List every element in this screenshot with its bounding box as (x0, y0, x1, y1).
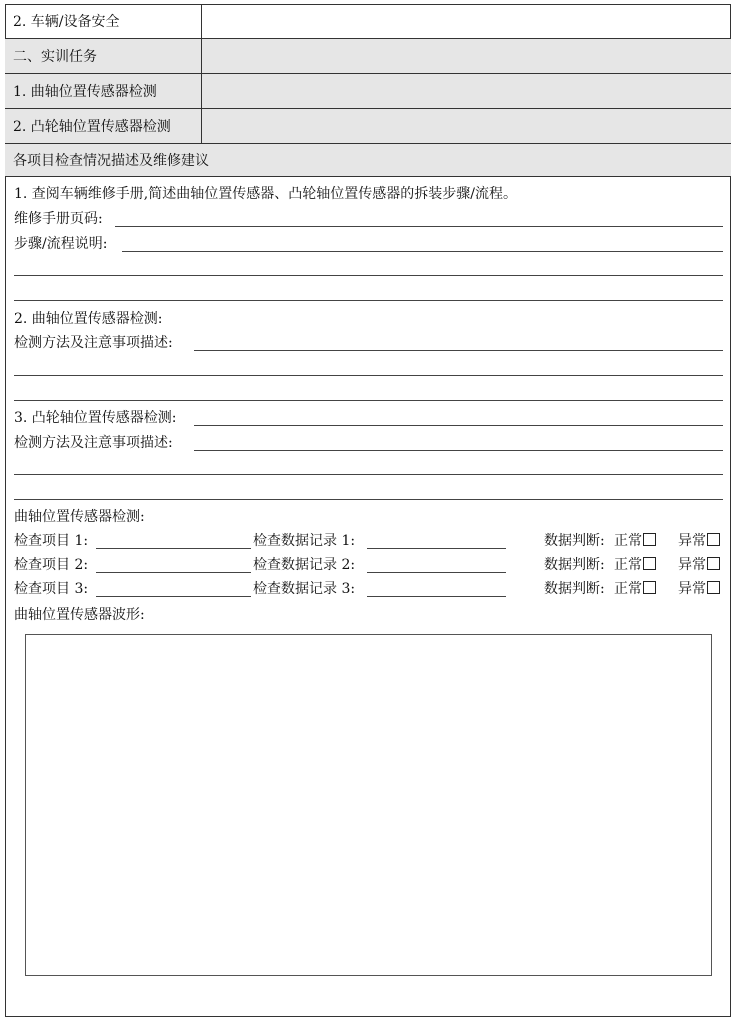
section-header-row (5, 144, 731, 177)
check-item-label: 检查项目 3: (14, 581, 89, 597)
section-header: 各项目检查情况描述及维修建议 (13, 153, 209, 169)
data-judge-label: 数据判断: (544, 533, 605, 549)
row-label: 2. 车辆/设备安全 (5, 4, 202, 38)
answer-line[interactable] (14, 400, 723, 401)
answer-line[interactable] (14, 499, 723, 500)
steps-answer-line[interactable] (122, 251, 723, 252)
check-item-input-line[interactable] (96, 548, 251, 549)
data-record-input-line[interactable] (367, 596, 506, 597)
table-row-cam-sensor-task (5, 109, 731, 144)
data-judge-label: 数据判断: (544, 557, 605, 573)
waveform-drawing-box[interactable] (25, 634, 712, 976)
q3-method-answer-line[interactable] (194, 450, 723, 451)
records-title: 曲轴位置传感器检测: (14, 509, 145, 525)
waveform-label: 曲轴位置传感器波形: (14, 607, 145, 623)
steps-label: 步骤/流程说明: (14, 236, 108, 252)
abnormal-label: 异常 (678, 581, 706, 597)
row-value-cell[interactable] (202, 109, 731, 143)
data-record-label: 检查数据记录 3: (253, 581, 356, 597)
row-value-cell[interactable] (202, 74, 731, 108)
q2-method-label: 检测方法及注意事项描述: (14, 335, 173, 351)
manual-page-label: 维修手册页码: (14, 211, 103, 227)
normal-checkbox[interactable] (643, 557, 656, 570)
answer-line[interactable] (14, 474, 723, 475)
data-record-label: 检查数据记录 2: (253, 557, 356, 573)
table-row-training-tasks (5, 39, 731, 74)
manual-page-answer-line[interactable] (115, 226, 723, 227)
q1-prompt: 1. 查阅车辆维修手册,简述曲轴位置传感器、凸轮轴位置传感器的拆装步骤/流程。 (14, 186, 517, 202)
abnormal-checkbox[interactable] (707, 581, 720, 594)
row-label: 2. 凸轮轴位置传感器检测 (5, 109, 202, 143)
row-value-cell[interactable] (202, 4, 731, 38)
table-row-vehicle-safety (5, 4, 731, 39)
normal-label: 正常 (614, 533, 642, 549)
check-item-label: 检查项目 1: (14, 533, 89, 549)
abnormal-label: 异常 (678, 557, 706, 573)
answer-line[interactable] (14, 375, 723, 376)
row-label: 1. 曲轴位置传感器检测 (5, 74, 202, 108)
table-row-crank-sensor-task (5, 74, 731, 109)
row-value-cell[interactable] (202, 39, 731, 73)
data-record-label: 检查数据记录 1: (253, 533, 356, 549)
abnormal-label: 异常 (678, 533, 706, 549)
check-item-input-line[interactable] (96, 596, 251, 597)
data-judge-label: 数据判断: (544, 581, 605, 597)
normal-checkbox[interactable] (643, 533, 656, 546)
row-label: 二、实训任务 (5, 39, 202, 73)
normal-label: 正常 (614, 581, 642, 597)
q3-method-label: 检测方法及注意事项描述: (14, 435, 173, 451)
check-item-label: 检查项目 2: (14, 557, 89, 573)
abnormal-checkbox[interactable] (707, 533, 720, 546)
normal-checkbox[interactable] (643, 581, 656, 594)
check-item-input-line[interactable] (96, 572, 251, 573)
abnormal-checkbox[interactable] (707, 557, 720, 570)
normal-label: 正常 (614, 557, 642, 573)
q2-method-answer-line[interactable] (194, 350, 723, 351)
q3-title: 3. 凸轮轴位置传感器检测: (14, 410, 177, 426)
q2-title: 2. 曲轴位置传感器检测: (14, 311, 163, 327)
q3-title-answer-line[interactable] (194, 425, 723, 426)
answer-line[interactable] (14, 275, 723, 276)
answer-line[interactable] (14, 300, 723, 301)
data-record-input-line[interactable] (367, 548, 506, 549)
data-record-input-line[interactable] (367, 572, 506, 573)
